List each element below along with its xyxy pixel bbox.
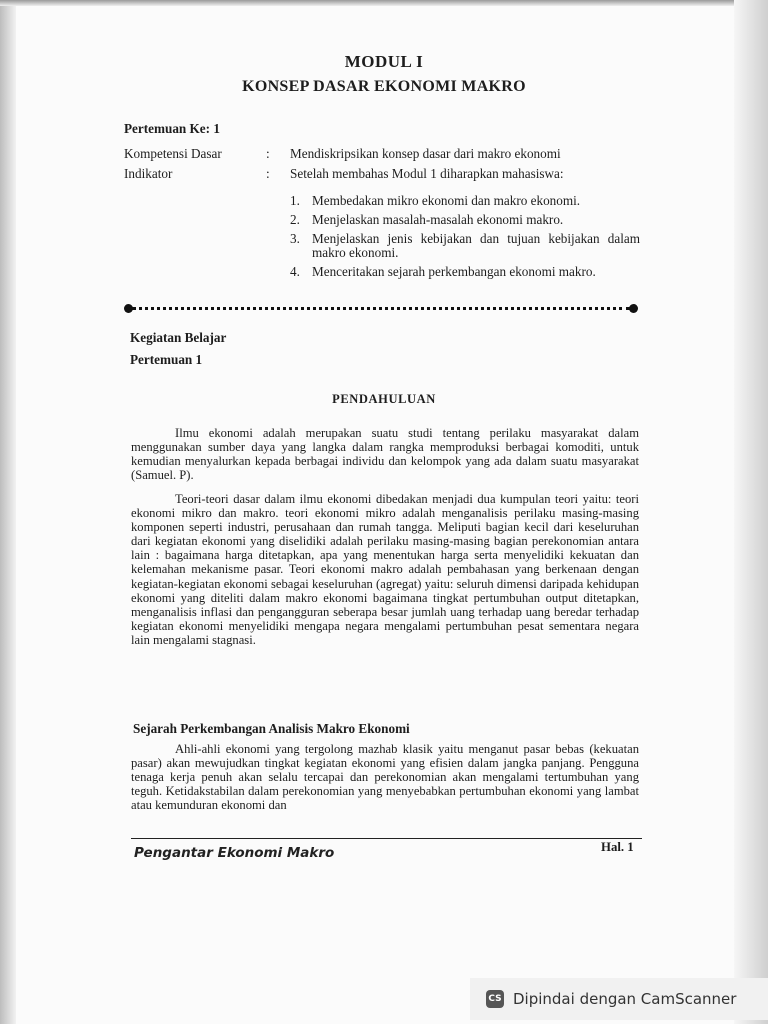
indikator-colon: : — [266, 166, 270, 181]
paragraph-text: Teori-teori dasar dalam ilmu ekonomi dibedakan menjadi dua kumpulan teori yaitu: teori ekonomi mikro dan makro. teori ekonomi mikro adalah menganalisis perilaku masing-masing komponen seperti industri, perusahaan dan rumah tangga. Meliputi bagian kecil dari keseluruhan dari kegiatan ekonomi yang diselidiki adalah perilaku masing-masing bagian perekonomian antara lain : bagaimana harga ditetapkan, apa yang menentukan harga serta menyelidiki kekuatan dan kelemahan mekanisme pasar. Teori ekonomi makro adalah pembahasan yang berkenaan dengan kegiatan-kegiatan ekonomi sebagai keseluruhan (agregat) yaitu: seluruh dimensi daripada kehidupan ekonomi yang diteliti dalam makro ekonomi bagaimana tingkat pertumbuhan output ditetapkan, menganalisis inflasi dan pengangguran seberapa besar jumlah uang terhadap uang beredar terhadap kegiatan ekonomi menyelidiki mengapa negara mengalami pertumbuhan pesat sementara negara lain mengalami stagnasi. — [131, 492, 639, 647]
separator-dotted-line — [132, 307, 630, 310]
indicator-item — [290, 265, 640, 279]
pertemuan-label: Pertemuan Ke: 1 — [124, 121, 220, 136]
footer-page-number: Hal. 1 — [601, 840, 634, 854]
separator-right-dot — [629, 304, 638, 313]
indicator-list — [290, 194, 640, 284]
indicator-number: 4. — [290, 264, 300, 279]
indicator-text: Menceritakan sejarah perkembangan ekonomi makro. — [312, 264, 596, 279]
footer-course-title: Pengantar Ekonomi Makro — [134, 845, 335, 861]
module-title: MODUL I — [344, 52, 424, 71]
camscanner-watermark — [470, 978, 768, 1020]
indicator-number: 3. — [290, 231, 300, 246]
pendahuluan-paragraph-1 — [131, 426, 639, 482]
indicator-text: Menjelaskan masalah-masalah ekonomi makro. — [312, 212, 564, 227]
paragraph-text: Ahli-ahli ekonomi yang tergolong mazhab klasik yaitu menganut pasar bebas (kekuatan pasar) akan mewujudkan tingkat kegiatan ekonomi yang efisien dalam jangka panjang. Pengguna tenaga kerja penuh akan selalu tercapai dan perekonomian akan mengalami tertumbuhan yang teguh. Ketidakstabilan dalam perekonomian yang menyebabkan pertumbuhan ekonomi yang lambat atau kemunduran ekonomi dan — [131, 742, 639, 813]
indicator-item — [290, 232, 640, 260]
indicator-text: Membedakan mikro ekonomi dan makro ekonomi. — [312, 193, 581, 208]
indikator-value: Setelah membahas Modul 1 diharapkan mahasiswa: — [290, 166, 564, 181]
section-heading-pendahuluan: PENDAHULUAN — [332, 392, 436, 406]
camscanner-text: Dipindai dengan CamScanner — [513, 990, 737, 1008]
section-heading-sejarah: Sejarah Perkembangan Analisis Makro Ekonomi — [133, 721, 410, 736]
footer-divider — [131, 838, 642, 839]
kompetensi-value: Mendiskripsikan konsep dasar dari makro ekonomi — [290, 146, 561, 161]
dotted-separator — [124, 304, 638, 314]
kompetensi-colon: : — [266, 146, 270, 161]
camscanner-icon: CS — [486, 990, 504, 1008]
indicator-number: 1. — [290, 193, 300, 208]
pertemuan-label: Pertemuan 1 — [130, 352, 203, 367]
indicator-text: Menjelaskan jenis kebijakan dan tujuan kebijakan dalam makro ekonomi. — [312, 231, 640, 260]
indicator-item — [290, 213, 640, 227]
paragraph-text: Ilmu ekonomi adalah merupakan suatu studi tentang perilaku masyarakat dalam menggunakan sumber daya yang langka dalam rangka memproduksi berbagai komoditi, untuk kemudian menyalurkan kepada berbagai individu dan kelompok yang ada dalam suatu masyarakat (Samuel. P). — [131, 426, 639, 483]
indicator-number: 2. — [290, 212, 300, 227]
module-subtitle: KONSEP DASAR EKONOMI MAKRO — [242, 78, 526, 95]
kegiatan-belajar-label: Kegiatan Belajar — [130, 330, 227, 345]
pendahuluan-paragraph-2 — [131, 492, 639, 647]
sejarah-paragraph-1 — [131, 742, 639, 812]
indikator-label: Indikator — [124, 166, 173, 181]
kompetensi-label: Kompetensi Dasar — [124, 146, 222, 161]
indicator-item — [290, 194, 640, 208]
